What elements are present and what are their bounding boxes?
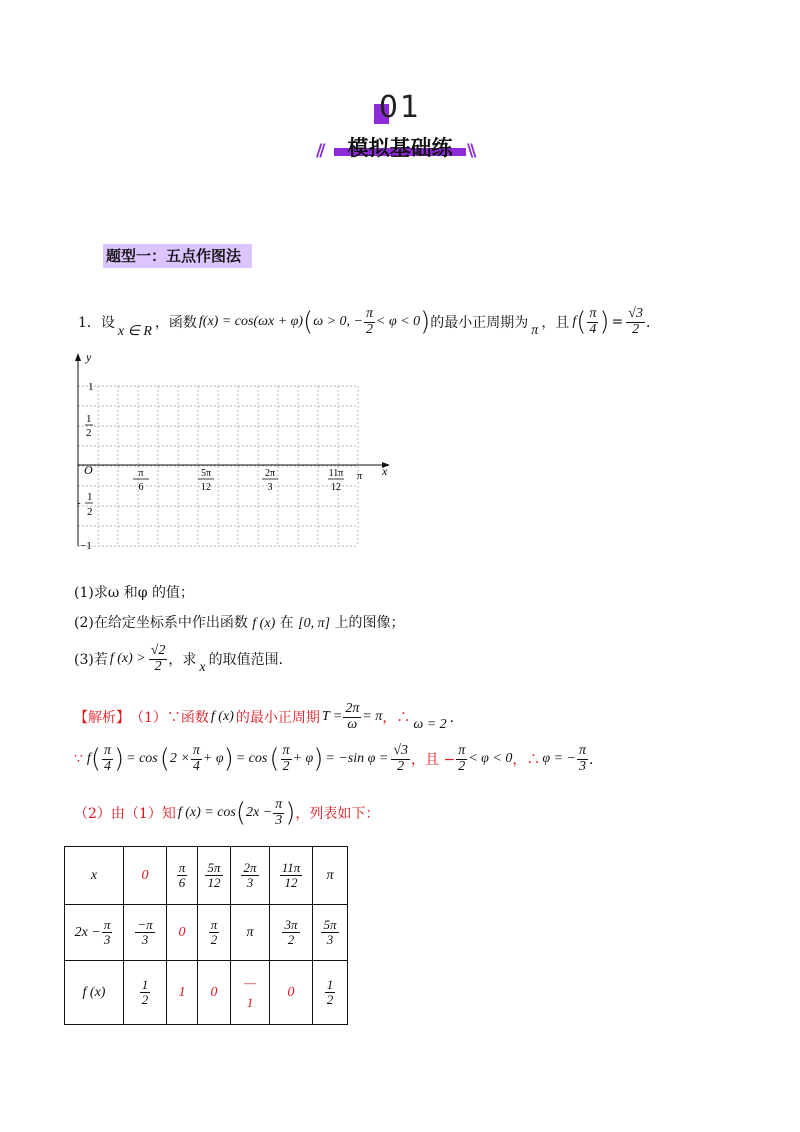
frac-den: 4 xyxy=(192,758,200,774)
origin-label: O xyxy=(84,463,93,477)
y-tick-neg-half-sign: - xyxy=(77,497,81,509)
problem-statement xyxy=(78,307,660,337)
frac-den: 2 xyxy=(154,658,162,674)
frac-den: 2 xyxy=(210,932,218,947)
solution-p1-omega: ω = 2 xyxy=(413,717,447,733)
frac-num: √2 xyxy=(150,643,166,658)
cell-frac xyxy=(241,861,258,889)
frac-num: 2π xyxy=(243,860,257,876)
x-tick-num: 5π xyxy=(200,468,212,479)
frac-den: 2 xyxy=(458,758,466,774)
frac-den: 2 xyxy=(397,758,405,774)
sol2-eq3: = −sin φ = xyxy=(325,751,389,767)
sol2-frac-pi2b xyxy=(456,744,467,774)
question-type-banner: 题型一：五点作图法 xyxy=(103,244,252,268)
subq2-text-c: 上的图像； xyxy=(334,615,405,631)
sol2-frac-pi4 xyxy=(102,744,113,774)
table-row-fx xyxy=(65,961,348,1025)
cell-frac xyxy=(325,978,336,1006)
problem-end: ． xyxy=(645,315,660,332)
row-label-fx: f (x) xyxy=(65,961,124,1025)
cell-frac xyxy=(280,861,303,889)
slash-decoration-right: \\ xyxy=(467,141,474,161)
grid-lines xyxy=(78,386,358,546)
row-label-x: x xyxy=(65,847,124,905)
table-cell xyxy=(313,961,348,1025)
solution-p1-b: 的最小正周期 xyxy=(235,710,320,727)
sol2-plus-phi-2: + φ xyxy=(292,751,314,767)
table-cell xyxy=(124,961,167,1025)
problem-eq: = xyxy=(611,314,624,331)
cell-frac xyxy=(135,918,154,946)
sol2-therefore: ，∴ xyxy=(512,752,541,769)
x-tick-num: 2π xyxy=(264,468,276,479)
paren-right: ) xyxy=(223,744,234,775)
frac-num: π xyxy=(103,917,111,933)
paren-left: ( xyxy=(159,744,170,775)
sol2-frac-pi2 xyxy=(281,744,292,774)
problem-period-val: π xyxy=(531,323,539,339)
problem-value-frac xyxy=(626,307,645,337)
cell-frac xyxy=(282,918,299,946)
x-tick-num: π xyxy=(138,468,144,479)
sol2-eq2: = cos xyxy=(235,751,268,767)
frac-den: 3 xyxy=(246,875,254,890)
frac-num: 1 xyxy=(141,977,149,993)
paren-right: ) xyxy=(313,744,324,775)
paren-left: ( xyxy=(90,744,101,775)
frac-den: 2 xyxy=(632,321,640,337)
row-label-2x xyxy=(65,905,124,961)
section-number: 01 xyxy=(378,90,422,125)
subq2-fx: f (x) xyxy=(252,616,276,631)
problem-cond-frac xyxy=(364,307,375,337)
coordinate-grid xyxy=(60,348,400,570)
paren-left: ( xyxy=(303,307,314,338)
problem-cond-b: < φ < 0 xyxy=(376,314,421,330)
sol3-frac-pi3 xyxy=(273,798,284,828)
paren-left: ( xyxy=(269,744,280,775)
frac-den: 2 xyxy=(365,321,373,337)
subq3-fx: f (x) > xyxy=(109,651,146,667)
sol3-b: ，列表如下： xyxy=(295,806,380,823)
solution-p1-fx: f (x) xyxy=(210,709,234,725)
sol3-inner: 2x − xyxy=(246,805,273,821)
frac-num: π xyxy=(192,743,200,758)
y-tick-1: 1 xyxy=(88,381,94,393)
table-cell xyxy=(198,847,231,905)
solution-line-2 xyxy=(74,744,603,774)
solution-line-3 xyxy=(74,798,379,828)
frac-den: 2 xyxy=(141,992,149,1007)
table-cell xyxy=(167,847,198,905)
subq2-text-b: 在 xyxy=(279,615,294,631)
table-cell xyxy=(270,905,313,961)
frac-den: 2 xyxy=(282,758,290,774)
cell-frac xyxy=(140,978,151,1006)
solution-line-1 xyxy=(74,702,464,732)
x-tick-den: 12 xyxy=(201,482,211,493)
sol2-frac-sqrt3 xyxy=(391,744,410,774)
slash-decoration-left: // xyxy=(316,141,323,161)
solution-p1-a: （1）∵函数 xyxy=(130,710,209,727)
frac-num: π xyxy=(103,743,111,758)
x-tick-den: 3 xyxy=(267,482,273,493)
x-axis-label: x xyxy=(382,464,388,478)
problem-f: f xyxy=(572,314,577,330)
subquestion-2 xyxy=(74,612,405,632)
table-row-2x xyxy=(65,905,348,961)
problem-arg-frac xyxy=(587,307,598,337)
sol2-plus-phi: + φ xyxy=(202,751,224,767)
sol2-frac-pi4b xyxy=(191,744,202,774)
problem-fn-def: f(x) = cos(ωx + φ) xyxy=(198,314,304,330)
solution-p1-frac xyxy=(343,702,361,732)
frac-den: 4 xyxy=(103,758,111,774)
frac-den: 2 xyxy=(287,932,295,947)
frac-num: π xyxy=(178,860,186,876)
x-tick-den: 12 xyxy=(331,482,341,493)
sol2-eq1: = cos xyxy=(126,751,158,767)
frac-num: π xyxy=(210,917,218,933)
cell-frac xyxy=(321,918,338,946)
table-cell xyxy=(198,905,231,961)
cell-frac xyxy=(209,918,220,946)
frac-num: π xyxy=(365,306,373,321)
row-label-2x-text: 2x − xyxy=(74,924,101,940)
subq2-text-a: (2)在给定坐标系中作出函数 xyxy=(74,615,248,631)
cell-frac xyxy=(205,861,222,889)
y-axis-label: y xyxy=(86,350,92,364)
subq3-text-b: ，求 xyxy=(168,652,197,669)
paren-right: ) xyxy=(420,307,431,338)
table-cell: 0 xyxy=(167,905,198,961)
frac-num: π xyxy=(458,743,466,758)
frac-num: √3 xyxy=(628,306,643,321)
paren-left: ( xyxy=(576,307,587,338)
table-cell: π xyxy=(231,905,270,961)
sol2-phi: φ = − xyxy=(542,751,576,767)
frac-den: 3 xyxy=(103,932,111,947)
sol2-cond: < φ < 0 xyxy=(468,751,513,767)
table-cell: π xyxy=(313,847,348,905)
sol2-inner1: 2 × xyxy=(169,751,190,767)
y-tick-half-den: 2 xyxy=(86,427,92,439)
frac-num: π xyxy=(282,743,290,758)
problem-domain: x ∈ R xyxy=(117,323,152,339)
subq3-frac xyxy=(149,644,168,674)
frac-den: 3 xyxy=(275,812,283,828)
paren-right: ) xyxy=(285,798,296,829)
value-table xyxy=(64,846,348,1025)
x-tick-num: 11π xyxy=(328,468,344,479)
subq2-interval: [0, π] xyxy=(298,616,331,631)
frac-num: 5π xyxy=(323,917,337,933)
table-cell: 1 xyxy=(167,961,198,1025)
subq3-text-c: 的取值范围． xyxy=(208,652,293,669)
solution-p1-c: ，∴ xyxy=(382,710,411,727)
table-cell xyxy=(231,847,270,905)
frac-den: 3 xyxy=(578,758,586,774)
frac-den: 3 xyxy=(141,932,149,947)
frac-den: 12 xyxy=(207,875,221,890)
cell-frac xyxy=(242,976,258,1009)
x-tick-den: 6 xyxy=(138,482,144,493)
solution-p1-d: ． xyxy=(449,710,464,727)
solution-p1-T: T = xyxy=(321,709,343,725)
paren-left: ( xyxy=(235,798,247,829)
frac-num: −π xyxy=(137,917,153,933)
y-tick-neg-half-num: 1 xyxy=(87,491,93,503)
frac-den: ω xyxy=(347,716,358,732)
problem-and-text: ，且 xyxy=(541,315,570,332)
table-cell: 0 xyxy=(270,961,313,1025)
frac-num: 5π xyxy=(207,860,221,876)
sol2-frac-pi3 xyxy=(577,744,588,774)
problem-period-text: 的最小正周期为 xyxy=(430,315,529,332)
frac-num: π xyxy=(589,306,597,321)
paren-right: ) xyxy=(599,307,610,338)
y-tick-neg-half-den: 2 xyxy=(87,506,93,518)
problem-index: 1．设 xyxy=(78,315,115,332)
x-tick-pi: π xyxy=(357,471,363,482)
frac-num: — xyxy=(244,974,256,990)
table-row-x xyxy=(65,847,348,905)
frac-num: 11π xyxy=(281,860,301,876)
frac-num: 2π xyxy=(345,701,360,716)
table-cell: 0 xyxy=(198,961,231,1025)
sol3-a: （2）由（1）知 xyxy=(74,806,176,823)
table-cell xyxy=(231,961,270,1025)
table-cell xyxy=(270,847,313,905)
frac-num: π xyxy=(275,797,283,812)
solution-tag: 【解析】 xyxy=(74,710,130,727)
frac-num: 3π xyxy=(284,917,298,933)
solution-p1-eq: = π xyxy=(362,709,383,725)
section-title: 模拟基础练 xyxy=(347,136,453,160)
frac-num: π xyxy=(578,743,586,758)
table-cell xyxy=(124,905,167,961)
paren-right: ) xyxy=(113,744,125,775)
table-cell xyxy=(313,905,348,961)
y-tick-half-num: 1 xyxy=(86,413,92,425)
frac-den: 2 xyxy=(326,992,334,1007)
y-axis-arrow xyxy=(75,353,81,361)
sol3-fx: f (x) = cos xyxy=(177,805,236,821)
sol2-because: ∵ xyxy=(74,751,83,768)
problem-cond-a: ω > 0, − xyxy=(313,314,363,330)
frac-num: √3 xyxy=(393,743,408,758)
frac-den: 4 xyxy=(589,321,597,337)
x-tick-labels xyxy=(133,468,344,493)
sol2-f: f xyxy=(86,751,91,767)
frac-den: 1 xyxy=(246,994,254,1010)
frac-num: 1 xyxy=(326,977,334,993)
frac-den: 3 xyxy=(326,932,334,947)
sol2-and: ，且 − xyxy=(411,752,456,769)
problem-fn-prefix: ，函数 xyxy=(154,315,197,332)
sol2-end: ． xyxy=(589,752,603,769)
subq3-text-a: (3)若 xyxy=(74,652,108,669)
frac-den: 12 xyxy=(284,875,298,890)
subquestion-1: (1)求ω 和φ 的值； xyxy=(74,585,194,601)
frac-den: 6 xyxy=(178,875,186,890)
cell-frac xyxy=(177,861,188,889)
subq3-x: x xyxy=(199,660,206,676)
y-tick-neg1: −1 xyxy=(80,540,92,552)
table-cell: 0 xyxy=(124,847,167,905)
subquestion-3 xyxy=(74,644,293,674)
